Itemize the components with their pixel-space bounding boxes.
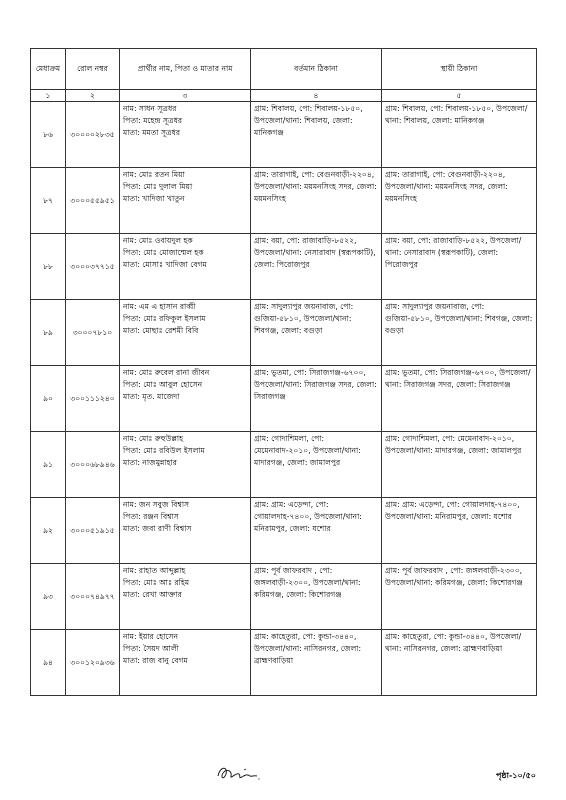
header-row <box>31 49 537 90</box>
mother-name: মাতা: নাজমুন্নাহার <box>123 457 177 467</box>
column-number: ২ <box>66 90 120 102</box>
table-row <box>31 498 537 564</box>
candidate-cell <box>120 300 251 366</box>
permanent-address: গ্রাম: ভুতমা, পো: সিরাজগঞ্জ-৬৭০০, উপজেলা/থানা: সিরাজগঞ্জ সদর, জেলা: সিরাজগঞ্জ <box>385 368 531 389</box>
permanent-address-cell <box>382 102 537 168</box>
header-permanent-address: স্থায়ী ঠিকানা <box>382 49 537 90</box>
column-number: ১ <box>31 90 66 102</box>
mother-name: মাতা: খাদিজা খাতুন <box>123 193 185 203</box>
father-name: পিতা: মোঃ আঃ রহিম <box>123 577 190 587</box>
table-row <box>31 300 537 366</box>
present-address: গ্রাম: বয়া, পো: রাজাবাড়ি-৮৫২২, উপজেলা/থানা: নেসারাবাদ (স্বরূপকাটি), জেলা: পিরোজপুর <box>254 236 376 269</box>
column-number: ৫ <box>382 90 537 102</box>
roll-number-cell: ৩০০০০২৮৩৫ <box>66 102 120 168</box>
candidate-cell <box>120 366 251 432</box>
roll-number-cell: ৩০০০৭৮১০ <box>66 300 120 366</box>
permanent-address-cell <box>382 366 537 432</box>
serial-cell: ৮৬ <box>31 102 66 168</box>
father-name: পিতা: মোঃ রফিকুল ইসলাম <box>123 313 206 323</box>
table-row <box>31 564 537 630</box>
candidate-name: নাম: এম এ হাসান রাব্বী <box>123 302 196 311</box>
present-address: গ্রাম: পূর্ব জাফরবাদ , পো: জঙ্গলবাড়ী-২৩০০, উপজেলা/থানা: করিমগঞ্জ, জেলা: কিশোরগঞ্জ <box>254 566 361 599</box>
permanent-address-cell <box>382 234 537 300</box>
mother-name: মাতা: মোছাঃ রেশমী বিবি <box>123 325 199 335</box>
present-address: গ্রাম: গ্রাম: এড়েন্দা, পো: গোয়ালদাহ-৭৪০০, উপজেলা/থানা: মনিরামপুর, জেলা: যশোর <box>254 500 362 533</box>
mother-name: মাতা: রাজ বানু বেগম <box>123 655 188 665</box>
candidate-name: নাম: ইয়ার হোসেন <box>123 632 179 641</box>
roll-number-cell: ৩০০০৫১৯১৫ <box>66 498 120 564</box>
present-address-cell <box>251 432 382 498</box>
permanent-address: গ্রাম: কাহেতুরা, পো: কুন্ডা-৩৪৪০, উপজেলা/থানা: নাসিরনগর, জেলা: ব্রাহ্মণবাড়িয়া <box>385 632 522 653</box>
header-roll: রোল নম্বর <box>66 49 120 90</box>
permanent-address-cell <box>382 432 537 498</box>
present-address-cell <box>251 498 382 564</box>
permanent-address: গ্রাম: তারাগাই, পো: বেগুনবাড়ী-২২০৪, উপজেলা/থানা: ময়মনসিংহ সদর, জেলা: ময়মনসিংহ <box>385 170 508 203</box>
present-address-cell <box>251 630 382 696</box>
candidate-name: নাম: রাহাত আব্দুল্লাহ <box>123 566 186 575</box>
roll-number-cell: ৩০০০৩৭৭১৫ <box>66 234 120 300</box>
candidate-cell <box>120 630 251 696</box>
candidate-cell <box>120 168 251 234</box>
present-address: গ্রাম: কাহেতুরা, পো: কুন্ডা-৩৪৪০, উপজেলা/থানা: নাসিরনগর, জেলা: ব্রাহ্মণবাড়িয়া <box>254 632 362 665</box>
candidate-cell <box>120 432 251 498</box>
candidate-name: নাম: মোঃ ওবায়দুল হক <box>123 236 193 245</box>
permanent-address: গ্রাম: পূর্ব জাফরবাদ , পো: জঙ্গলবাড়ী-২৩০০, উপজেলা/থানা: করিমগঞ্জ, জেলা: কিশোরগঞ্জ <box>385 566 523 587</box>
present-address-cell <box>251 168 382 234</box>
permanent-address: গ্রাম: বয়া, পো: রাজাবাড়ি-৮৫২২, উপজেলা/থানা: নেসারাবাদ (স্বরূপকাটি), জেলা: পিরোজপুর <box>385 236 522 269</box>
permanent-address-cell <box>382 300 537 366</box>
permanent-address: গ্রাম: গোদাশিমলা, পো: মেমেনাবাদ-২০১০, উপজেলা/থানা: মাদারগঞ্জ, জেলা: জামালপুর <box>385 434 522 455</box>
permanent-address-cell <box>382 498 537 564</box>
table-row <box>31 234 537 300</box>
permanent-address: গ্রাম: শিবালয়, পো: শিবালয়-১৮৫০, উপজেলা/থানা: শিবালয়, জেলা: মানিকগঞ্জ <box>385 104 528 125</box>
serial-cell: ৮৭ <box>31 168 66 234</box>
column-number-row <box>31 90 537 102</box>
father-name: পিতা: মোঃ আবুল হোসেন <box>123 379 203 389</box>
present-address-cell <box>251 300 382 366</box>
serial-cell: ৯১ <box>31 432 66 498</box>
mother-name: মাতা: জবা রাণী বিশ্বাস <box>123 523 192 533</box>
header-name: প্রার্থীর নাম, পিতা ও মাতার নাম <box>120 49 251 90</box>
candidate-cell <box>120 564 251 630</box>
table-row <box>31 102 537 168</box>
candidate-cell <box>120 102 251 168</box>
table-row <box>31 168 537 234</box>
father-name: পিতা: মোঃ দুলাল মিয়া <box>123 181 193 191</box>
permanent-address-cell <box>382 168 537 234</box>
table-row <box>31 630 537 696</box>
permanent-address: গ্রাম: সাদুল্যাপুর জয়নাবাজ, পো: গুজিয়া-৫৮১০, উপজেলা/থানা: শিবগঞ্জ, জেলা: বগুড়া <box>385 302 533 335</box>
permanent-address: গ্রাম: গ্রাম: এড়েন্দা, পো: গোয়ালদাহ-৭৪০০, উপজেলা/থানা: মনিরামপুর, জেলা: যশোর <box>385 500 520 521</box>
candidate-name: নাম: জন সবুজ বিশ্বাস <box>123 500 190 509</box>
present-address: গ্রাম: সাদুল্যাপুর জয়নাবাজ, পো: গুজিয়া-৫৮১০, উপজেলা/থানা: শিবগঞ্জ, জেলা: বগুড়া <box>254 302 354 335</box>
header-present-address: বর্তমান ঠিকানা <box>251 49 382 90</box>
present-address-cell <box>251 366 382 432</box>
present-address: গ্রাম: শিবালয়, পো: শিবালয়-১৮৫০, উপজেলা/থানা: শিবালয়, জেলা: মানিকগঞ্জ <box>254 104 363 137</box>
father-name: পিতা: মোঃ রবিউল ইসলাম <box>123 445 205 455</box>
permanent-address-cell <box>382 630 537 696</box>
roll-number-cell: ৩০০০৭৪৯৭৭ <box>66 564 120 630</box>
father-name: পিতা: সৈয়দ আলী <box>123 643 179 653</box>
serial-cell: ৯৪ <box>31 630 66 696</box>
father-name: পিতা: মোঃ মোজাম্মেল হক <box>123 247 204 257</box>
mother-name: মাতা: রেখা আক্তার <box>123 589 182 599</box>
roll-number-cell: ৩০০১১১২৪০ <box>66 366 120 432</box>
candidate-name: নাম: মোঃ রতন মিয়া <box>123 170 185 179</box>
present-address: গ্রাম: ভুতমা, পো: সিরাজগঞ্জ-৬৭০০, উপজেলা/থানা: সিরাজগঞ্জ সদর, জেলা: সিরাজগঞ্জ <box>254 368 377 401</box>
merit-list-table <box>30 48 537 696</box>
mother-name: মাতা: মমতা সূত্রধর <box>123 127 181 137</box>
candidate-name: নাম: সাধন সূত্রধর <box>123 104 177 113</box>
candidate-cell <box>120 498 251 564</box>
page-footer <box>0 758 566 788</box>
mother-name: মাতা: মৃত. মাজেদা <box>123 391 180 401</box>
roll-number-cell: ৩০০০৬৮৯৪৬ <box>66 432 120 498</box>
table-row <box>31 366 537 432</box>
present-address: গ্রাম: গোদাশিমলা, পো: মেমেনাবাদ-২০১০, উপজেলা/থানা: মাদারগঞ্জ, জেলা: জামালপুর <box>254 434 361 467</box>
signature-icon <box>214 762 262 784</box>
serial-cell: ৯৩ <box>31 564 66 630</box>
serial-cell: ৯২ <box>31 498 66 564</box>
father-name: পিতা: রঞ্জন বিশ্বাস <box>123 511 179 521</box>
candidate-name: নাম: মোঃ রুহুউল্লাহ <box>123 434 184 443</box>
roll-number-cell: ৩০০০৫৫৯৫১ <box>66 168 120 234</box>
column-number: ৩ <box>120 90 251 102</box>
column-number: ৪ <box>251 90 382 102</box>
candidate-name: নাম: মোঃ রুবেল রানা জীবন <box>123 368 210 377</box>
candidate-cell <box>120 234 251 300</box>
present-address-cell <box>251 564 382 630</box>
permanent-address-cell <box>382 564 537 630</box>
serial-cell: ৮৯ <box>31 300 66 366</box>
table-row <box>31 432 537 498</box>
serial-cell: ৮৮ <box>31 234 66 300</box>
present-address-cell <box>251 234 382 300</box>
present-address-cell <box>251 102 382 168</box>
roll-number-cell: ৩০০১২০৯৩৬ <box>66 630 120 696</box>
serial-cell: ৯০ <box>31 366 66 432</box>
present-address: গ্রাম: তারাগাই, পো: বেগুনবাড়ী-২২০৪, উপজেলা/থানা: ময়মনসিংহ সদর, জেলা: ময়মনসিংহ <box>254 170 377 203</box>
header-serial: মেধাক্রম <box>31 49 66 90</box>
father-name: পিতা: মহেন্দ্র সূত্রধর <box>123 115 183 125</box>
mother-name: মাতা: মোসাঃ খাদিজা বেগম <box>123 259 207 269</box>
page-number: পৃষ্ঠা-১০/৫০ <box>496 771 536 780</box>
